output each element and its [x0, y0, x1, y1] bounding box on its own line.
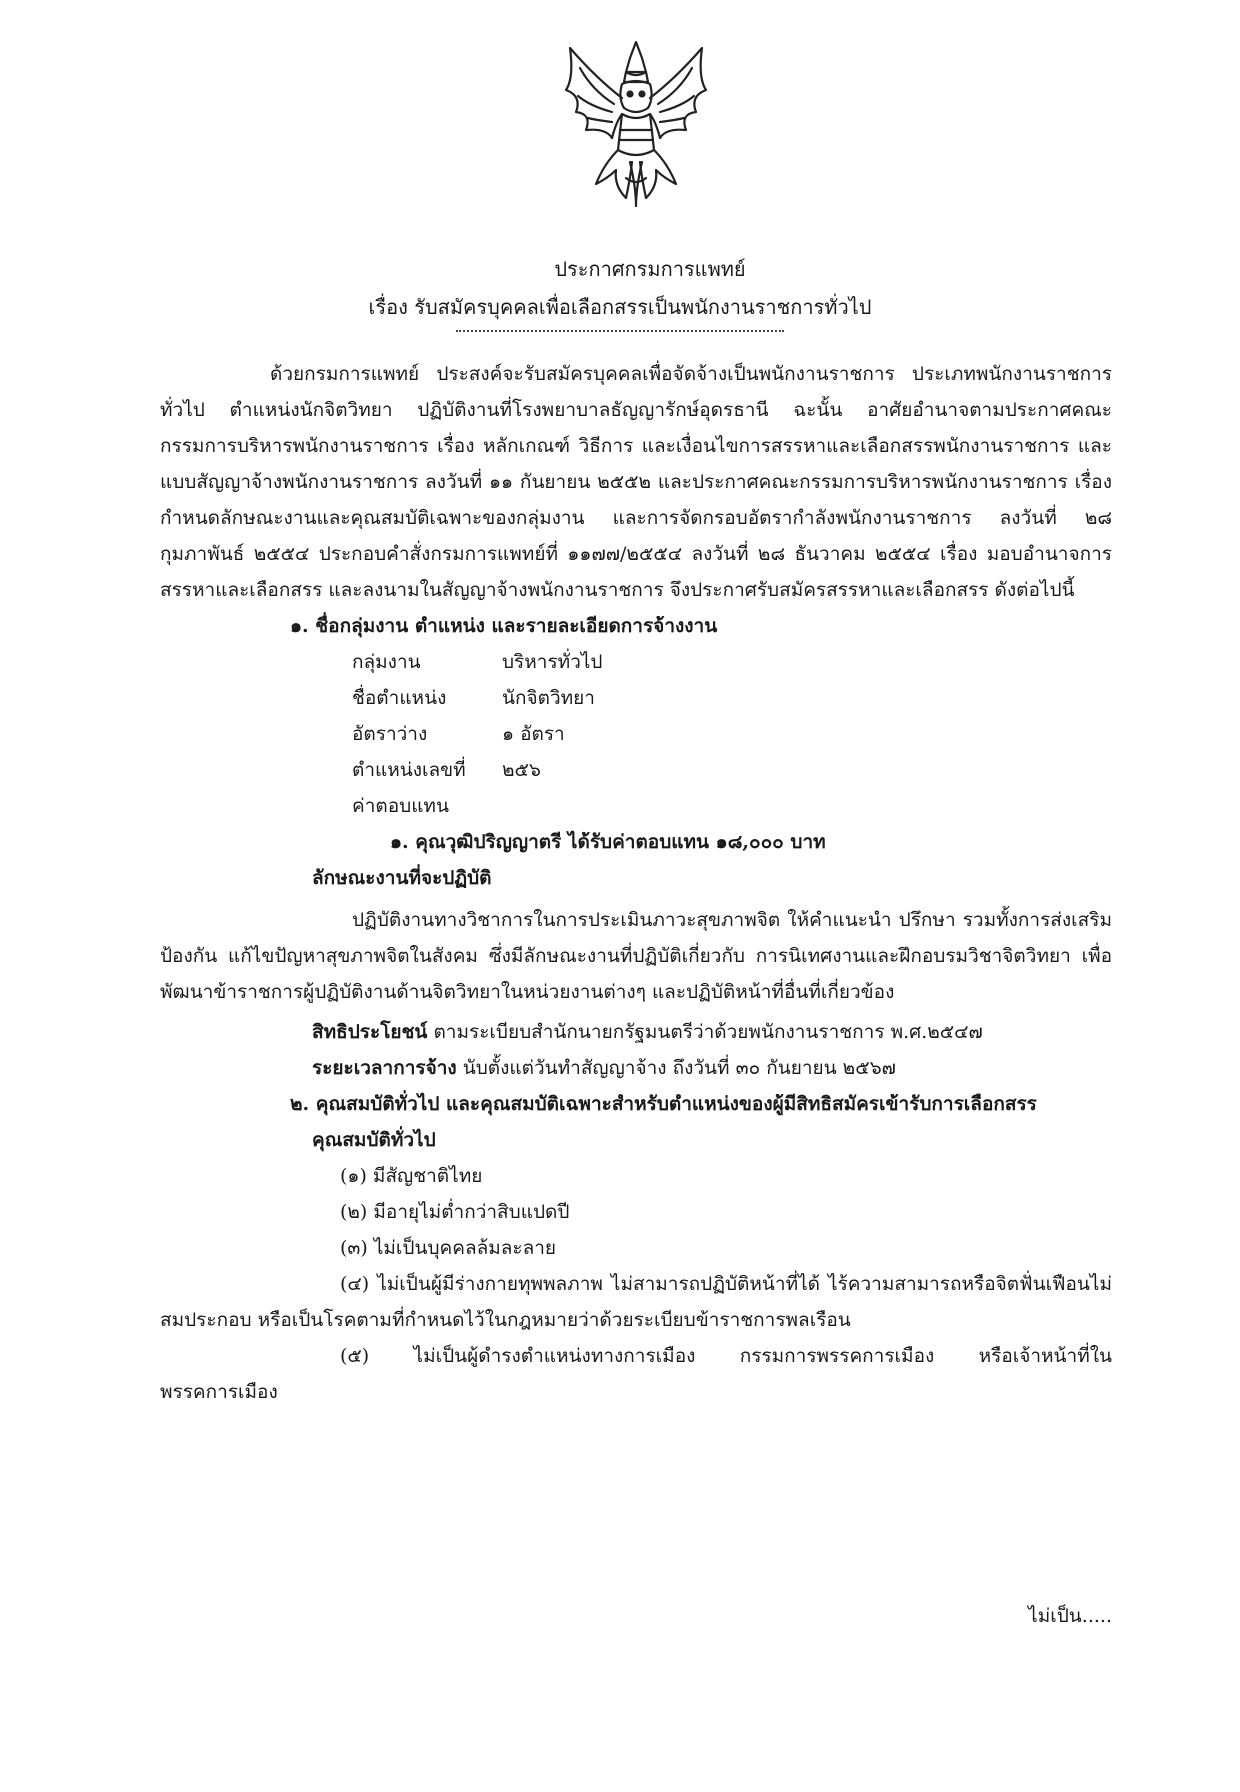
field-row [160, 788, 1112, 824]
field-label: ชื่อตำแหน่ง [352, 687, 447, 709]
document-page [0, 38, 1240, 1792]
qualification-item: (๑) มีสัญชาติไทย [340, 1165, 483, 1187]
general-qualifications-heading: คุณสมบัติทั่วไป [312, 1129, 436, 1151]
field-row [160, 680, 1112, 716]
field-value: บริหารทั่วไป [502, 651, 603, 673]
announcement-title [128, 250, 1112, 346]
benefits-label: สิทธิประโยชน์ [312, 1021, 428, 1043]
field-label: ค่าตอบแทน [352, 795, 449, 817]
continuation-marker: ไม่เป็น..... [1028, 1605, 1112, 1627]
intro-paragraph: ด้วยกรมการแพทย์ ประสงค์จะรับสมัครบุคคลเพื่อจัดจ้างเป็นพนักงานราชการ ประเภทพนักงานราชการทั่วไป ตำแหน่งนักจิตวิทยา ปฏิบัติงานที่โรงพยาบาลธัญญารักษ์อุดรธานี ฉะนั้น อาศัยอำนาจตามประกาศคณะกรรมการบริหารพนักงานราชการ เรื่อง หลักเกณฑ์ วิธีการ และเงื่อนไขการสรรหาและเลือกสรรพนักงานราชการ และแบบสัญญาจ้างพนักงานราชการ ลงวันที่ ๑๑ กันยายน ๒๕๕๒ และประกาศคณะกรรมการบริหารพนักงานราชการ เรื่อง กำหนดลักษณะงานและคุณสมบัติเฉพาะของกลุ่มงาน และการจัดกรอบอัตรากำลังพนักงานราชการ ลงวันที่ ๒๘ กุมภาพันธ์ ๒๕๕๔ ประกอบคำสั่งกรมการแพทย์ที่ ๑๑๗๗/๒๕๕๔ ลงวันที่ ๒๘ ธันวาคม ๒๕๕๔ เรื่อง มอบอำนาจการสรรหาและเลือกสรร และลงนามในสัญญาจ้างพนักงานราชการ จึงประกาศรับสมัครสรรหาและเลือกสรร ดังต่อไปนี้ [160, 363, 1112, 601]
field-row [160, 752, 1112, 788]
garuda-emblem [556, 38, 716, 210]
qualification-item: (๕) ไม่เป็นผู้ดำรงตำแหน่งทางการเมือง กรรมการพรรคการเมือง หรือเจ้าหน้าที่ในพรรคการเมือง [160, 1345, 1112, 1403]
term-label: ระยะเวลาการจ้าง [312, 1057, 457, 1079]
field-row [160, 716, 1112, 752]
section1-heading: ๑. ชื่อกลุ่มงาน ตำแหน่ง และรายละเอียดการจ้างงาน [290, 615, 718, 637]
duties-heading: ลักษณะงานที่จะปฏิบัติ [312, 867, 492, 889]
section2-heading: ๒. คุณสมบัติทั่วไป และคุณสมบัติเฉพาะสำหรับตำแหน่งของผู้มีสิทธิสมัครเข้ารับการเลือกสรร [290, 1093, 1037, 1115]
agency-title: ประกาศกรมการแพทย์ [554, 257, 746, 281]
benefits-text: ตามระเบียบสำนักนายกรัฐมนตรีว่าด้วยพนักงานราชการ พ.ศ.๒๕๔๗ [427, 1021, 983, 1043]
field-row [160, 644, 1112, 680]
term-line [160, 1050, 1112, 1086]
qualification-item: (๒) มีอายุไม่ต่ำกว่าสิบแปดปี [340, 1201, 570, 1223]
duties-paragraph: ปฏิบัติงานทางวิชาการในการประเมินภาวะสุขภาพจิต ให้คำแนะนำ ปรึกษา รวมทั้งการส่งเสริมป้องกัน แก้ไขปัญหาสุขภาพจิตในสังคม ซึ่งมีลักษณะงานที่ปฏิบัติเกี่ยวกับ การนิเทศงานและฝึกอบรมวิชาจิตวิทยา เพื่อพัฒนาข้าราชการผู้ปฏิบัติงานด้านจิตวิทยาในหน่วยงานต่างๆ และปฏิบัติหน้าที่อื่นที่เกี่ยวข้อง [160, 909, 1112, 1003]
field-label: กลุ่มงาน [352, 651, 421, 673]
field-label: อัตราว่าง [352, 723, 428, 745]
benefits-line [160, 1014, 1112, 1050]
field-value: นักจิตวิทยา [502, 687, 595, 709]
term-text: นับตั้งแต่วันทำสัญญาจ้าง ถึงวันที่ ๓๐ กันยายน ๒๕๖๗ [456, 1057, 896, 1079]
field-value: ๑ อัตรา [502, 723, 565, 745]
qualification-item: (๔) ไม่เป็นผู้มีร่างกายทุพพลภาพ ไม่สามารถปฏิบัติหน้าที่ได้ ไร้ความสามารถหรือจิตฟั่นเฟือนไม่สมประกอบ หรือเป็นโรคตามที่กำหนดไว้ในกฎหมายว่าด้วยระเบียบข้าราชการพลเรือน [160, 1273, 1112, 1331]
qualification-item: (๓) ไม่เป็นบุคคลล้มละลาย [340, 1237, 557, 1259]
field-label: ตำแหน่งเลขที่ [352, 759, 466, 781]
title-divider [456, 330, 784, 346]
announcement-subject: เรื่อง รับสมัครบุคคลเพื่อเลือกสรรเป็นพนักงานราชการทั่วไป [368, 295, 872, 319]
field-value: ๒๕๖ [502, 759, 541, 781]
compensation-item: ๑. คุณวุฒิปริญญาตรี ได้รับค่าตอบแทน ๑๘,๐๐๐ บาท [390, 831, 826, 853]
